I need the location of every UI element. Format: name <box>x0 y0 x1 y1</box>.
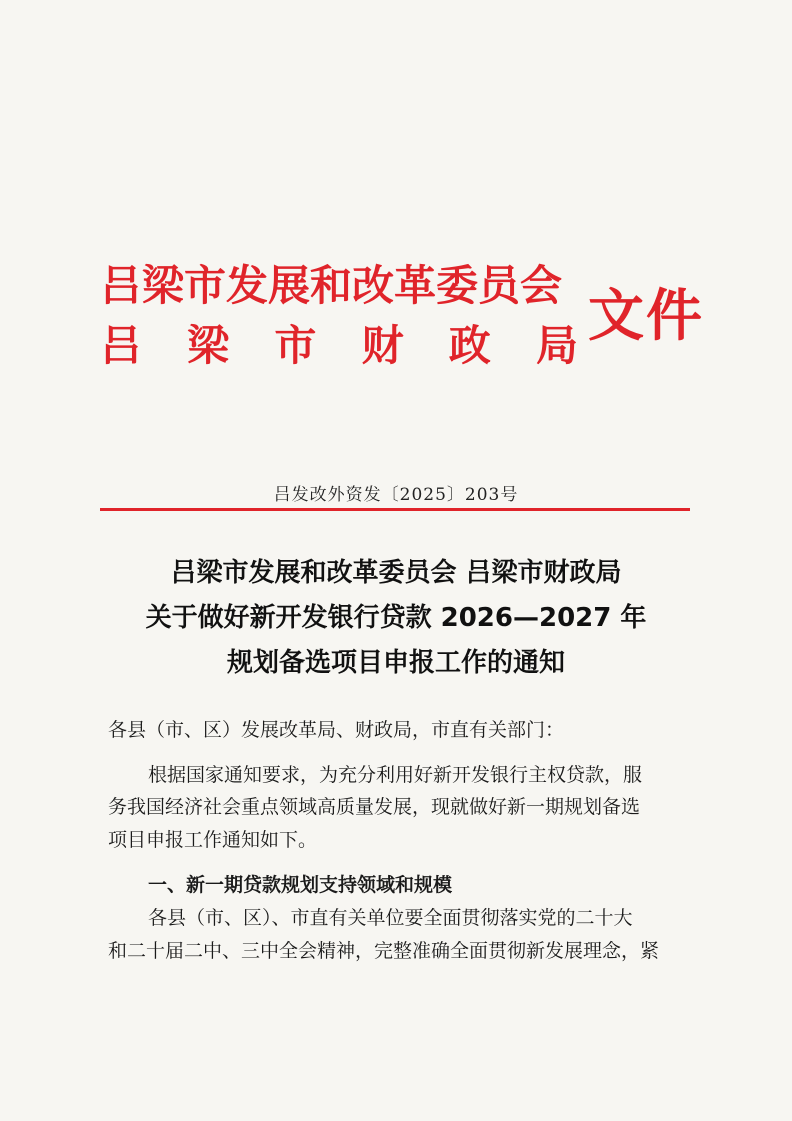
issuer-char: 吕 <box>100 321 143 370</box>
issuer-char: 梁 <box>187 321 230 370</box>
paragraph-1-line: 务我国经济社会重点领域高质量发展，现就做好新一期规划备选 <box>108 796 641 818</box>
reverse-side-bleed-through <box>105 158 705 184</box>
paragraph-2-line: 和二十届二中、三中全会精神，完整准确全面贯彻新发展理念，紧 <box>108 940 660 962</box>
issuer-name-line-2 <box>100 322 578 370</box>
paragraph-1-line: 项目申报工作通知如下。 <box>108 829 318 851</box>
document-number: 吕发改外资发〔2025〕203号 <box>273 485 519 505</box>
document-type-word: 文件 <box>588 283 704 349</box>
document-title-line-3: 规划备选项目申报工作的通知 <box>226 648 565 678</box>
section-1-heading: 一、新一期贷款规划支持领域和规模 <box>148 874 453 896</box>
issuer-char: 政 <box>448 321 491 370</box>
issuer-char: 局 <box>535 321 578 370</box>
addressee-line: 各县（市、区）发展改革局、财政局，市直有关部门： <box>108 719 565 741</box>
issuer-name-line-1: 吕梁市发展和改革委员会 <box>100 261 563 310</box>
issuer-char: 市 <box>274 321 317 370</box>
paragraph-1-line: 根据国家通知要求，为充分利用好新开发银行主权贷款，服 <box>148 764 643 786</box>
paragraph-2-line: 各县（市、区）、市直有关单位要全面贯彻落实党的二十大 <box>148 907 633 929</box>
document-title-line-1: 吕梁市发展和改革委员会 吕梁市财政局 <box>170 558 622 588</box>
issuer-char: 财 <box>361 321 404 370</box>
document-header <box>100 262 720 382</box>
document-title-line-2: 关于做好新开发银行贷款 2026—2027 年 <box>145 603 647 633</box>
red-separator-rule <box>100 508 690 511</box>
